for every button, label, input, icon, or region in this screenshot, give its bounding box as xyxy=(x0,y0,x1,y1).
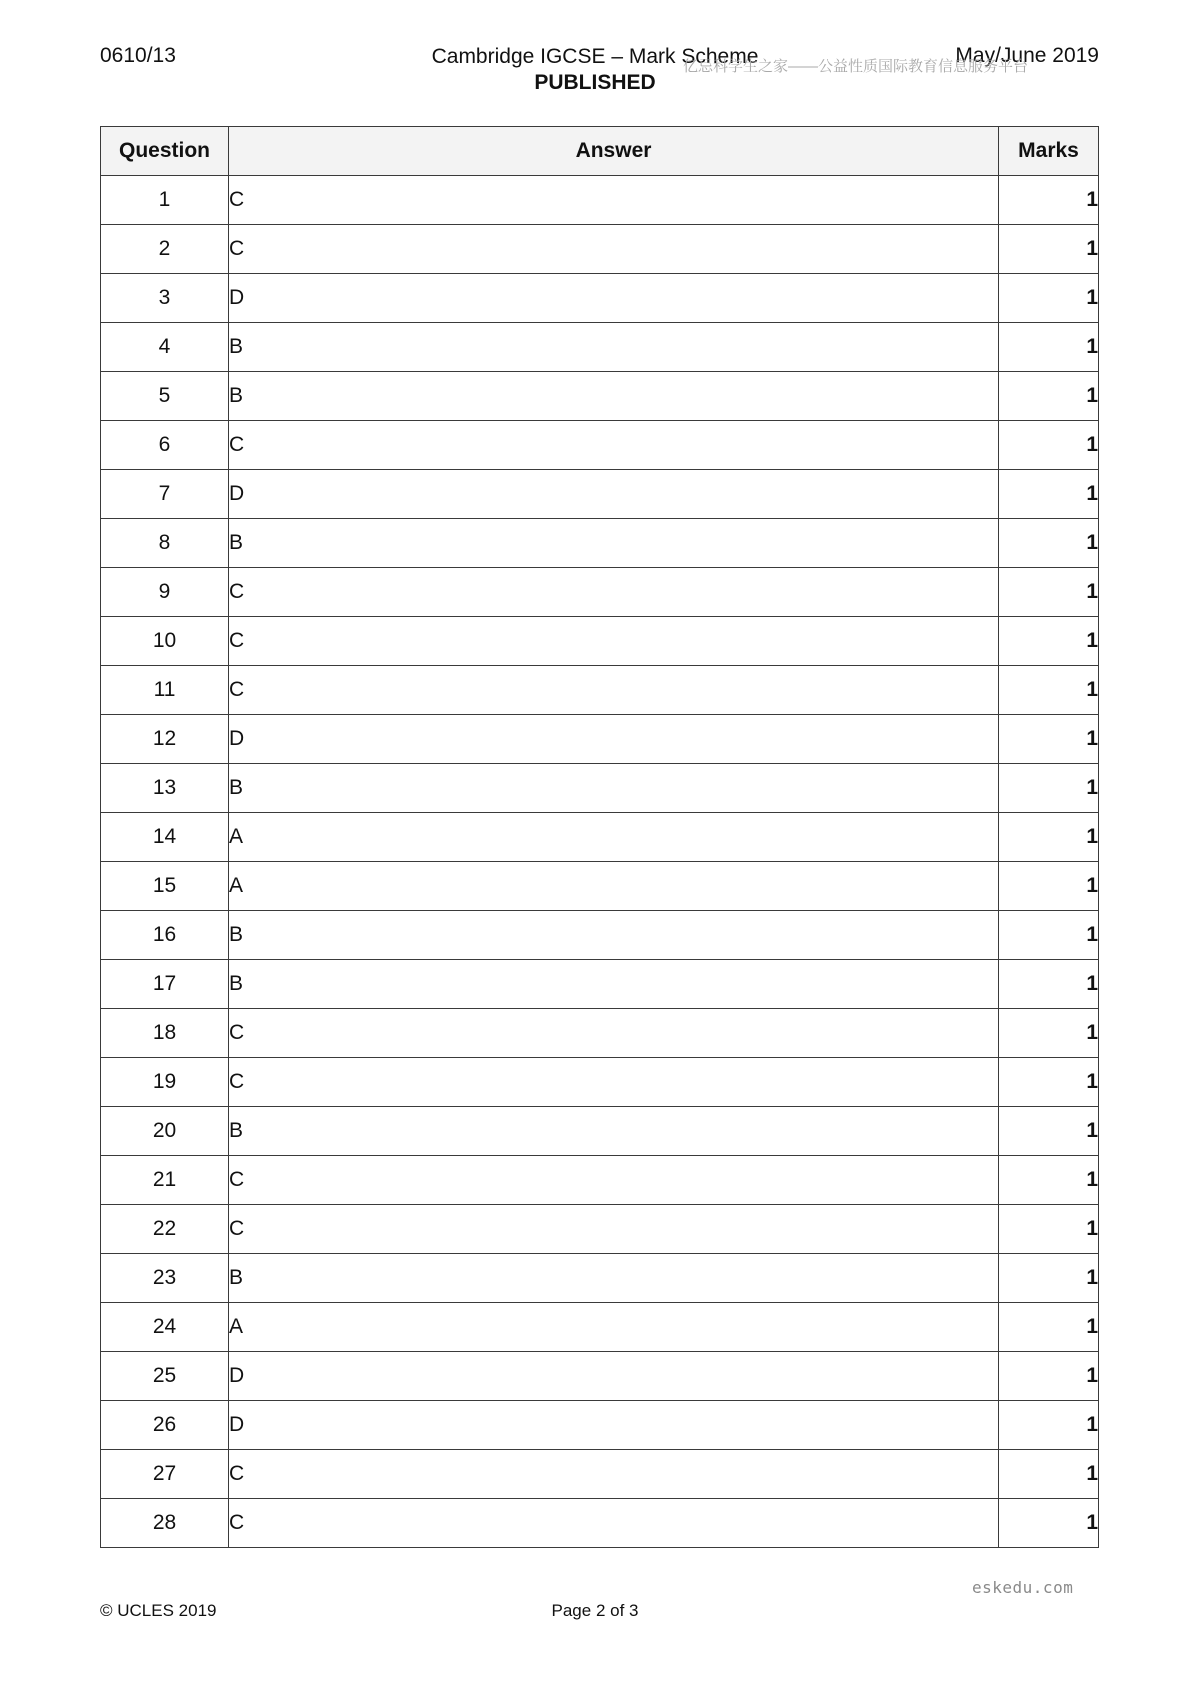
question-cell: 21 xyxy=(101,1156,229,1205)
answer-cell: C xyxy=(229,1058,999,1107)
table-row xyxy=(101,176,1099,225)
marks-cell: 1 xyxy=(999,960,1099,1009)
marks-cell: 1 xyxy=(999,1254,1099,1303)
table-header-row xyxy=(101,127,1099,176)
answer-cell: C xyxy=(229,1450,999,1499)
table-row xyxy=(101,1303,1099,1352)
table-row xyxy=(101,225,1099,274)
marks-cell: 1 xyxy=(999,1450,1099,1499)
table-row xyxy=(101,519,1099,568)
table-row xyxy=(101,421,1099,470)
table-row xyxy=(101,1009,1099,1058)
marks-cell: 1 xyxy=(999,1303,1099,1352)
table-row xyxy=(101,372,1099,421)
answer-cell: B xyxy=(229,372,999,421)
marks-cell: 1 xyxy=(999,470,1099,519)
marks-cell: 1 xyxy=(999,666,1099,715)
table-row xyxy=(101,1499,1099,1548)
table-row xyxy=(101,1254,1099,1303)
answer-cell: A xyxy=(229,813,999,862)
answer-cell: C xyxy=(229,1009,999,1058)
question-cell: 20 xyxy=(101,1107,229,1156)
answer-cell: B xyxy=(229,1107,999,1156)
marks-cell: 1 xyxy=(999,1401,1099,1450)
question-cell: 14 xyxy=(101,813,229,862)
document-title: Cambridge IGCSE – Mark Scheme xyxy=(431,45,759,68)
table-body xyxy=(101,176,1099,1548)
question-cell: 17 xyxy=(101,960,229,1009)
question-cell: 7 xyxy=(101,470,229,519)
table-row xyxy=(101,715,1099,764)
marks-cell: 1 xyxy=(999,323,1099,372)
question-cell: 24 xyxy=(101,1303,229,1352)
table-row xyxy=(101,1107,1099,1156)
question-cell: 2 xyxy=(101,225,229,274)
marks-cell: 1 xyxy=(999,1205,1099,1254)
table-row xyxy=(101,764,1099,813)
table-row xyxy=(101,470,1099,519)
question-cell: 9 xyxy=(101,568,229,617)
marks-cell: 1 xyxy=(999,519,1099,568)
question-cell: 13 xyxy=(101,764,229,813)
question-cell: 11 xyxy=(101,666,229,715)
marks-cell: 1 xyxy=(999,176,1099,225)
exam-session: May/June 2019 xyxy=(955,44,1099,67)
question-cell: 25 xyxy=(101,1352,229,1401)
table-row xyxy=(101,813,1099,862)
watermark-top: 亿忌科学生之家——公益性质国际教育信息服务平台 xyxy=(683,58,1029,75)
answer-cell: C xyxy=(229,568,999,617)
answer-cell: C xyxy=(229,1205,999,1254)
answer-cell: B xyxy=(229,1254,999,1303)
published-label: PUBLISHED xyxy=(534,70,656,94)
marks-cell: 1 xyxy=(999,1156,1099,1205)
marks-cell: 1 xyxy=(999,1499,1099,1548)
question-cell: 26 xyxy=(101,1401,229,1450)
column-header-marks: Marks xyxy=(999,127,1099,176)
table-row xyxy=(101,1352,1099,1401)
answer-cell: D xyxy=(229,1352,999,1401)
question-cell: 5 xyxy=(101,372,229,421)
marks-cell: 1 xyxy=(999,715,1099,764)
answer-cell: C xyxy=(229,1156,999,1205)
marks-cell: 1 xyxy=(999,274,1099,323)
answer-cell: D xyxy=(229,470,999,519)
table-row xyxy=(101,960,1099,1009)
marks-cell: 1 xyxy=(999,372,1099,421)
marks-cell: 1 xyxy=(999,1352,1099,1401)
question-cell: 18 xyxy=(101,1009,229,1058)
table-row xyxy=(101,911,1099,960)
mark-scheme-table xyxy=(100,126,1099,1548)
marks-cell: 1 xyxy=(999,225,1099,274)
question-cell: 6 xyxy=(101,421,229,470)
answer-cell: B xyxy=(229,519,999,568)
question-cell: 1 xyxy=(101,176,229,225)
answer-cell: B xyxy=(229,323,999,372)
question-cell: 12 xyxy=(101,715,229,764)
table-row xyxy=(101,666,1099,715)
table-row xyxy=(101,1156,1099,1205)
copyright: © UCLES 2019 xyxy=(100,1601,217,1620)
question-cell: 3 xyxy=(101,274,229,323)
question-cell: 22 xyxy=(101,1205,229,1254)
table-row xyxy=(101,617,1099,666)
marks-cell: 1 xyxy=(999,813,1099,862)
marks-cell: 1 xyxy=(999,1107,1099,1156)
marks-cell: 1 xyxy=(999,617,1099,666)
answer-cell: B xyxy=(229,960,999,1009)
question-cell: 16 xyxy=(101,911,229,960)
page-number: Page 2 of 3 xyxy=(551,1601,639,1620)
table-row xyxy=(101,274,1099,323)
marks-cell: 1 xyxy=(999,911,1099,960)
answer-cell: C xyxy=(229,617,999,666)
marks-cell: 1 xyxy=(999,568,1099,617)
question-cell: 15 xyxy=(101,862,229,911)
table-row xyxy=(101,568,1099,617)
table-row xyxy=(101,1401,1099,1450)
marks-cell: 1 xyxy=(999,862,1099,911)
table-row xyxy=(101,323,1099,372)
answer-cell: C xyxy=(229,1499,999,1548)
question-cell: 23 xyxy=(101,1254,229,1303)
answer-cell: B xyxy=(229,764,999,813)
table-row xyxy=(101,862,1099,911)
paper-code: 0610/13 xyxy=(100,44,176,67)
question-cell: 4 xyxy=(101,323,229,372)
answer-cell: A xyxy=(229,1303,999,1352)
marks-cell: 1 xyxy=(999,1009,1099,1058)
marks-cell: 1 xyxy=(999,1058,1099,1107)
column-header-answer: Answer xyxy=(229,127,999,176)
table-row xyxy=(101,1058,1099,1107)
answer-cell: B xyxy=(229,911,999,960)
column-header-question: Question xyxy=(101,127,229,176)
table-row xyxy=(101,1450,1099,1499)
answer-cell: D xyxy=(229,274,999,323)
answer-cell: C xyxy=(229,666,999,715)
table-row xyxy=(101,1205,1099,1254)
answer-cell: A xyxy=(229,862,999,911)
answer-cell: C xyxy=(229,225,999,274)
answer-cell: C xyxy=(229,421,999,470)
marks-cell: 1 xyxy=(999,421,1099,470)
question-cell: 27 xyxy=(101,1450,229,1499)
answer-cell: D xyxy=(229,715,999,764)
question-cell: 19 xyxy=(101,1058,229,1107)
marks-cell: 1 xyxy=(999,764,1099,813)
watermark-bottom: eskedu.com xyxy=(972,1578,1074,1597)
question-cell: 10 xyxy=(101,617,229,666)
question-cell: 8 xyxy=(101,519,229,568)
answer-cell: D xyxy=(229,1401,999,1450)
answer-cell: C xyxy=(229,176,999,225)
question-cell: 28 xyxy=(101,1499,229,1548)
